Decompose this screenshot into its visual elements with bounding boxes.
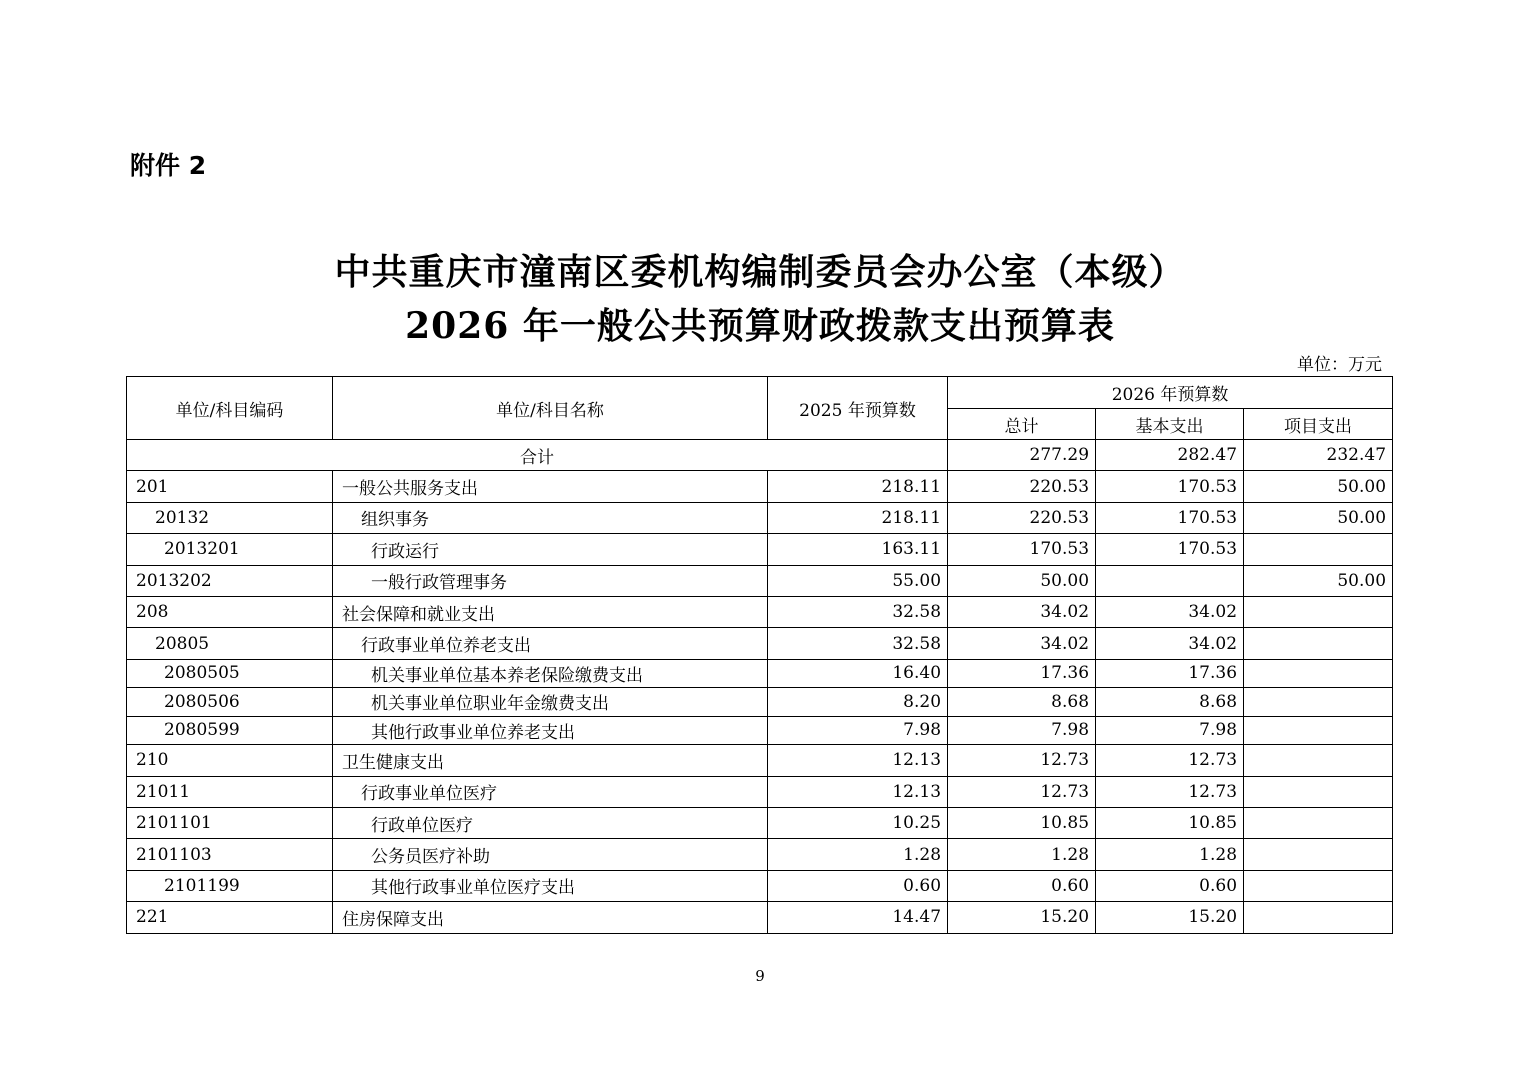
table-row bbox=[127, 902, 1393, 933]
cell-total: 12.73 bbox=[948, 745, 1096, 776]
cell-project bbox=[1244, 902, 1393, 933]
cell-name: 卫生健康支出 bbox=[333, 745, 768, 776]
cell-project bbox=[1244, 659, 1393, 688]
header-code: 单位/科目编码 bbox=[127, 377, 333, 440]
cell-code: 2101101 bbox=[127, 808, 333, 839]
cell-code: 2080505 bbox=[127, 659, 333, 688]
cell-basic: 1.28 bbox=[1096, 839, 1244, 870]
cell-basic: 8.68 bbox=[1096, 688, 1244, 717]
cell-name: 其他行政事业单位医疗支出 bbox=[333, 870, 768, 901]
cell-name: 一般行政管理事务 bbox=[333, 565, 768, 596]
cell-basic: 7.98 bbox=[1096, 716, 1244, 745]
cell-total: 220.53 bbox=[948, 502, 1096, 533]
cell-code: 20132 bbox=[127, 502, 333, 533]
budget-table bbox=[126, 376, 1393, 934]
document-title-line1: 中共重庆市潼南区委机构编制委员会办公室（本级） bbox=[334, 251, 1186, 293]
total-label: 合计 bbox=[127, 440, 948, 471]
cell-project bbox=[1244, 808, 1393, 839]
cell-total: 7.98 bbox=[948, 716, 1096, 745]
cell-project: 50.00 bbox=[1244, 565, 1393, 596]
cell-code: 2080599 bbox=[127, 716, 333, 745]
cell-name: 住房保障支出 bbox=[333, 902, 768, 933]
cell-code: 21011 bbox=[127, 776, 333, 807]
cell-budget-2025: 1.28 bbox=[768, 839, 948, 870]
cell-budget-2025: 163.11 bbox=[768, 534, 948, 565]
cell-basic: 17.36 bbox=[1096, 659, 1244, 688]
cell-total: 282.47 bbox=[1096, 440, 1244, 471]
cell-budget-2025: 12.13 bbox=[768, 776, 948, 807]
cell-name: 行政运行 bbox=[333, 534, 768, 565]
cell-name: 行政单位医疗 bbox=[333, 808, 768, 839]
cell-budget-2025: 0.60 bbox=[768, 870, 948, 901]
cell-project bbox=[1244, 688, 1393, 717]
cell-code: 20805 bbox=[127, 628, 333, 659]
cell-name: 其他行政事业单位养老支出 bbox=[333, 716, 768, 745]
cell-code: 208 bbox=[127, 596, 333, 627]
cell-total: 1.28 bbox=[948, 839, 1096, 870]
cell-name: 行政事业单位养老支出 bbox=[333, 628, 768, 659]
cell-code: 201 bbox=[127, 471, 333, 502]
cell-basic: 15.20 bbox=[1096, 902, 1244, 933]
table-row bbox=[127, 659, 1393, 688]
cell-budget-2025: 55.00 bbox=[768, 565, 948, 596]
table-row bbox=[127, 870, 1393, 901]
cell-basic: 12.73 bbox=[1096, 776, 1244, 807]
cell-budget-2025: 218.11 bbox=[768, 502, 948, 533]
unit-label: 单位：万元 bbox=[1297, 355, 1382, 375]
cell-basic: 34.02 bbox=[1096, 596, 1244, 627]
cell-project: 50.00 bbox=[1244, 502, 1393, 533]
cell-project: 50.00 bbox=[1244, 471, 1393, 502]
cell-name: 社会保障和就业支出 bbox=[333, 596, 768, 627]
page-number: 9 bbox=[755, 967, 765, 985]
table-row bbox=[127, 688, 1393, 717]
cell-budget-2025: 10.25 bbox=[768, 808, 948, 839]
cell-budget-2025: 16.40 bbox=[768, 659, 948, 688]
header-budget-2025: 2025 年预算数 bbox=[768, 377, 948, 440]
cell-basic: 170.53 bbox=[1096, 471, 1244, 502]
cell-basic: 12.73 bbox=[1096, 745, 1244, 776]
cell-code: 210 bbox=[127, 745, 333, 776]
cell-project bbox=[1244, 839, 1393, 870]
table-row bbox=[127, 808, 1393, 839]
cell-name: 公务员医疗补助 bbox=[333, 839, 768, 870]
cell-budget-2025: 277.29 bbox=[948, 440, 1096, 471]
cell-total: 170.53 bbox=[948, 534, 1096, 565]
table-row bbox=[127, 596, 1393, 627]
cell-basic: 170.53 bbox=[1096, 534, 1244, 565]
cell-basic: 170.53 bbox=[1096, 502, 1244, 533]
cell-code: 2080506 bbox=[127, 688, 333, 717]
cell-total: 34.02 bbox=[948, 596, 1096, 627]
cell-code: 2013201 bbox=[127, 534, 333, 565]
table-row bbox=[127, 565, 1393, 596]
table-header bbox=[127, 377, 1393, 440]
cell-total: 15.20 bbox=[948, 902, 1096, 933]
table-row bbox=[127, 839, 1393, 870]
header-basic: 基本支出 bbox=[1096, 409, 1244, 440]
table-row bbox=[127, 471, 1393, 502]
cell-name: 机关事业单位基本养老保险缴费支出 bbox=[333, 659, 768, 688]
total-row bbox=[127, 440, 1393, 471]
table-body bbox=[127, 440, 1393, 934]
header-total: 总计 bbox=[948, 409, 1096, 440]
cell-budget-2025: 8.20 bbox=[768, 688, 948, 717]
cell-name: 一般公共服务支出 bbox=[333, 471, 768, 502]
cell-total: 34.02 bbox=[948, 628, 1096, 659]
cell-basic: 0.60 bbox=[1096, 870, 1244, 901]
table-row bbox=[127, 716, 1393, 745]
cell-total: 10.85 bbox=[948, 808, 1096, 839]
table-row bbox=[127, 628, 1393, 659]
cell-total: 0.60 bbox=[948, 870, 1096, 901]
cell-total: 17.36 bbox=[948, 659, 1096, 688]
cell-project bbox=[1244, 716, 1393, 745]
cell-project bbox=[1244, 596, 1393, 627]
cell-code: 2013202 bbox=[127, 565, 333, 596]
cell-budget-2025: 12.13 bbox=[768, 745, 948, 776]
cell-code: 2101103 bbox=[127, 839, 333, 870]
cell-basic bbox=[1096, 565, 1244, 596]
cell-budget-2025: 14.47 bbox=[768, 902, 948, 933]
cell-total: 50.00 bbox=[948, 565, 1096, 596]
cell-basic: 34.02 bbox=[1096, 628, 1244, 659]
cell-budget-2025: 32.58 bbox=[768, 628, 948, 659]
cell-total: 220.53 bbox=[948, 471, 1096, 502]
cell-code: 221 bbox=[127, 902, 333, 933]
cell-basic: 232.47 bbox=[1244, 440, 1393, 471]
table-row bbox=[127, 502, 1393, 533]
header-name: 单位/科目名称 bbox=[333, 377, 768, 440]
header-budget-2026: 2026 年预算数 bbox=[948, 377, 1393, 409]
table-row bbox=[127, 776, 1393, 807]
header-project: 项目支出 bbox=[1244, 409, 1393, 440]
cell-project bbox=[1244, 745, 1393, 776]
cell-project bbox=[1244, 776, 1393, 807]
table-row bbox=[127, 745, 1393, 776]
cell-basic: 10.85 bbox=[1096, 808, 1244, 839]
document-title-line2: 2026 年一般公共预算财政拨款支出预算表 bbox=[405, 305, 1115, 347]
cell-name: 组织事务 bbox=[333, 502, 768, 533]
attachment-label: 附件 2 bbox=[130, 151, 207, 180]
cell-total: 8.68 bbox=[948, 688, 1096, 717]
cell-project bbox=[1244, 870, 1393, 901]
cell-name: 行政事业单位医疗 bbox=[333, 776, 768, 807]
table-row bbox=[127, 534, 1393, 565]
cell-code: 2101199 bbox=[127, 870, 333, 901]
cell-name: 机关事业单位职业年金缴费支出 bbox=[333, 688, 768, 717]
cell-budget-2025: 7.98 bbox=[768, 716, 948, 745]
cell-project bbox=[1244, 628, 1393, 659]
cell-budget-2025: 218.11 bbox=[768, 471, 948, 502]
cell-total: 12.73 bbox=[948, 776, 1096, 807]
cell-budget-2025: 32.58 bbox=[768, 596, 948, 627]
cell-project bbox=[1244, 534, 1393, 565]
